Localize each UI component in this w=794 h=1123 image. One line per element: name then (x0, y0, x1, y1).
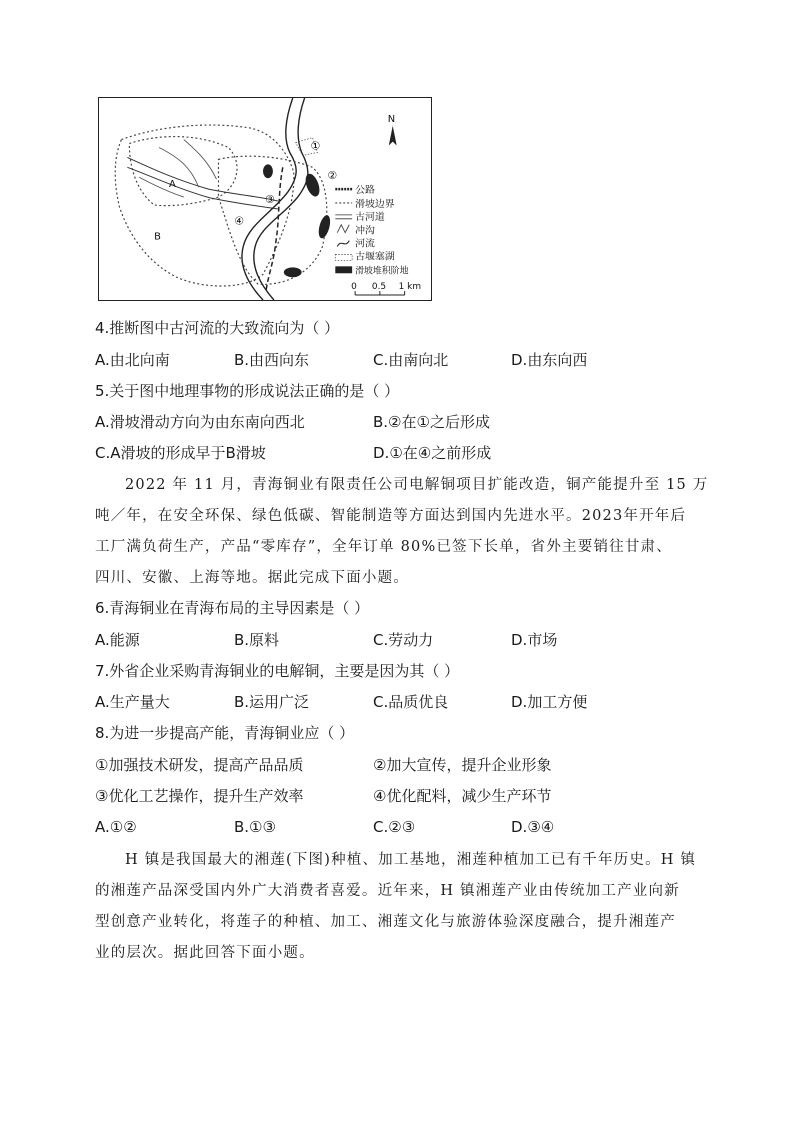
q7-option-c[interactable]: C.品质优良 (373, 693, 449, 711)
q7-option-a[interactable]: A.生产量大 (95, 693, 170, 711)
q6-option-b[interactable]: B.原料 (234, 631, 280, 649)
passage-1-line: 2022 年 11 月，青海铜业有限责任公司电解铜项目扩能改造，铜产能提升至 15 万 (125, 477, 709, 493)
passage-copper (95, 470, 709, 594)
q6-option-a[interactable]: A.能源 (95, 631, 140, 649)
svg-text:滑坡边界: 滑坡边界 (355, 198, 395, 210)
north-arrow-icon (388, 114, 397, 146)
passage-2-line: 型创意产业转化，将莲子的种植、加工、湘莲文化与旅游体验深度融合，提升湘莲产 (95, 914, 676, 930)
q5-option-b[interactable]: B.②在①之后形成 (373, 413, 490, 431)
question-4-stem: 4.推断图中古河流的大致流向为（ ） (95, 319, 340, 337)
landslide-boundary-a (129, 137, 237, 206)
q8-statement-4: ④优化配料，减少生产环节 (373, 787, 552, 805)
map-legend (335, 183, 408, 276)
map-svg (99, 98, 431, 300)
q8-option-b[interactable]: B.①③ (234, 818, 276, 836)
terrace-1 (263, 164, 273, 178)
passage-2-line: H 镇是我国最大的湘莲(下图)种植、加工基地，湘莲种植加工已有千年历史。H 镇 (125, 852, 697, 868)
marker-3: ③ (265, 192, 275, 206)
question-8-stem: 8.为进一步提高产能，青海铜业应（ ） (95, 724, 355, 742)
label-b: B (154, 231, 161, 243)
q8-statement-3: ③优化工艺操作，提升生产效率 (95, 787, 304, 805)
passage-1-line: 四川、安徽、上海等地。据此完成下面小题。 (95, 570, 409, 586)
svg-text:古河道: 古河道 (355, 211, 385, 223)
scale-bar (351, 282, 421, 295)
q4-option-d[interactable]: D.由东向西 (511, 351, 588, 369)
q4-option-c[interactable]: C.由南向北 (373, 351, 449, 369)
svg-text:1 km: 1 km (398, 282, 422, 293)
label-a: A (168, 179, 176, 191)
q5-option-d[interactable]: D.①在④之前形成 (373, 444, 492, 462)
marker-1: ① (310, 139, 321, 153)
svg-text:滑坡堆积阶地: 滑坡堆积阶地 (355, 266, 409, 277)
passage-1-line: 工厂满负荷生产，产品“零库存”，全年订单 80%已签下长单，省外主要销往甘肃、 (95, 539, 672, 555)
svg-text:古堰塞湖: 古堰塞湖 (355, 251, 395, 263)
q6-option-d[interactable]: D.市场 (511, 631, 558, 649)
marker-4: ④ (234, 214, 245, 228)
q8-option-c[interactable]: C.②③ (373, 818, 416, 836)
q4-option-a[interactable]: A.由北向南 (95, 351, 170, 369)
q8-statement-2: ②加大宣传，提升企业形象 (373, 756, 552, 774)
road (266, 167, 283, 291)
svg-text:河流: 河流 (355, 238, 375, 250)
svg-text:0: 0 (351, 282, 357, 293)
svg-text:冲沟: 冲沟 (355, 225, 375, 237)
q5-option-c[interactable]: C.A滑坡的形成早于B滑坡 (95, 444, 266, 462)
q7-option-b[interactable]: B.运用广泛 (234, 693, 310, 711)
passage-2-line: 的湘莲产品深受国内外广大消费者喜爱。近年来，H 镇湘莲产业由传统加工产业向新 (95, 883, 680, 899)
terrace-4 (284, 267, 302, 277)
question-6-stem: 6.青海铜业在青海布局的主导因素是（ ） (95, 599, 370, 617)
ancient-channel (127, 157, 278, 201)
svg-text:公路: 公路 (355, 185, 375, 197)
svg-text:N: N (387, 113, 396, 125)
q6-option-c[interactable]: C.劳动力 (373, 631, 434, 649)
q8-option-d[interactable]: D.③④ (511, 818, 555, 836)
q4-option-b[interactable]: B.由西向东 (234, 351, 310, 369)
q7-option-d[interactable]: D.加工方便 (511, 693, 588, 711)
q8-option-a[interactable]: A.①② (95, 818, 137, 836)
svg-text:0.5: 0.5 (371, 282, 387, 293)
question-7-stem: 7.外省企业采购青海铜业的电解铜，主要是因为其（ ） (95, 662, 460, 680)
passage-lotus (95, 845, 703, 969)
q5-option-a[interactable]: A.滑坡滑动方向为由东南向西北 (95, 413, 305, 431)
terrace-2 (303, 172, 322, 198)
q8-statement-1: ①加强技术研发，提高产品品质 (95, 756, 304, 774)
passage-2-line: 业的层次。据此回答下面小题。 (95, 945, 315, 961)
question-5-stem: 5.关于图中地理事物的形成说法正确的是（ ） (95, 382, 400, 400)
marker-2: ② (327, 169, 338, 183)
passage-1-line: 吨／年，在安全环保、绿色低碳、智能制造等方面达到国内先进水平。2023年开年后 (95, 508, 687, 524)
landslide-map (98, 97, 432, 301)
terrace-3 (317, 214, 333, 240)
